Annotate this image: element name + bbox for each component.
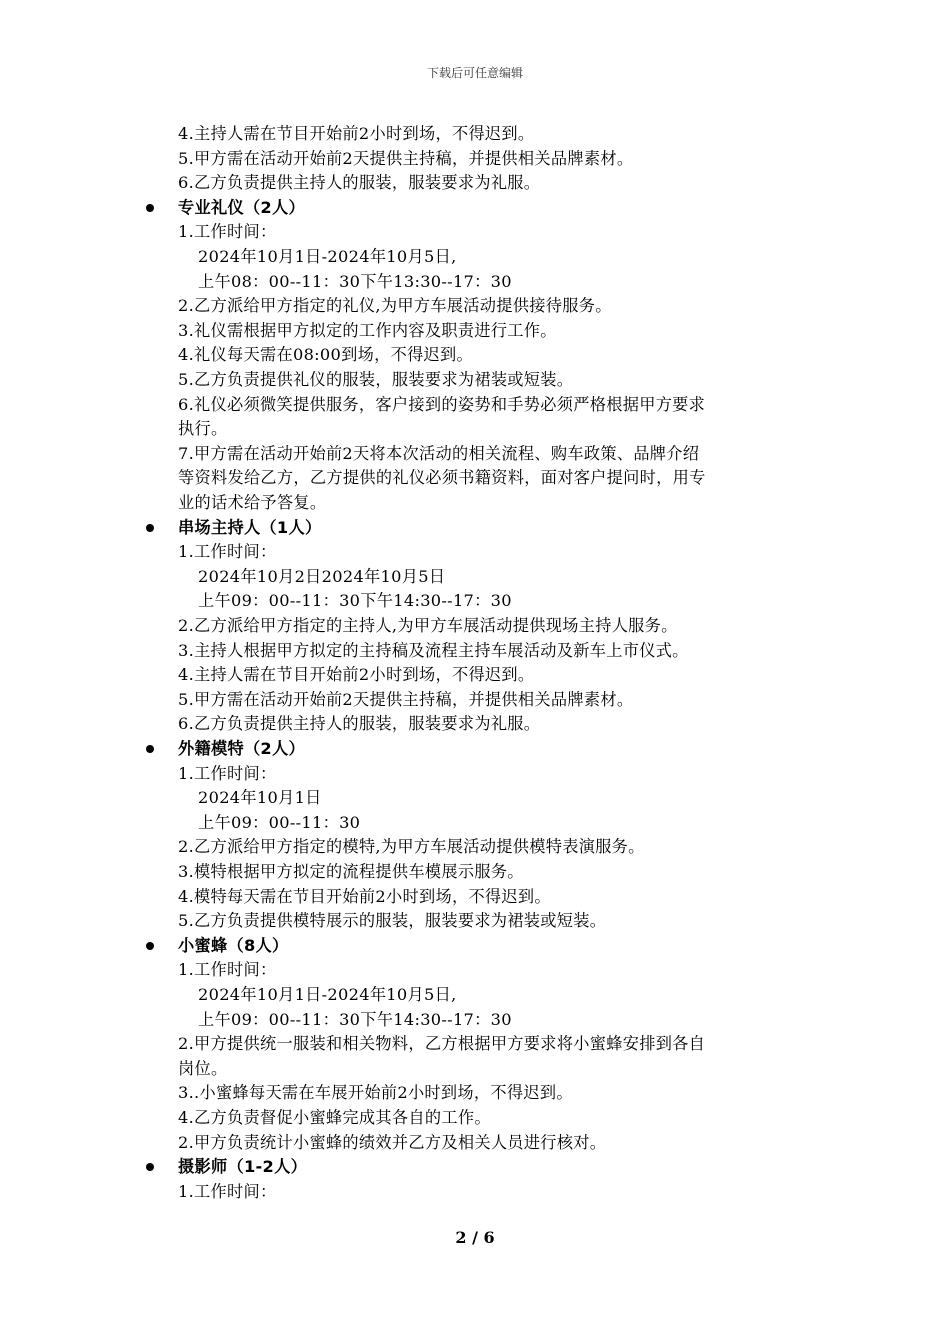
text-line: 2024年10月2日2024年10月5日 (198, 567, 446, 586)
text-line: 7.甲方需在活动开始前2天将本次活动的相关流程、购车政策、品牌介绍 (178, 444, 700, 463)
text-line: 5.乙方负责提供模特展示的服装，服装要求为裙装或短装。 (178, 911, 607, 930)
section-heading: 专业礼仪（2人） (178, 198, 305, 217)
text-line: 2.甲方负责统计小蜜蜂的绩效并乙方及相关人员进行核对。 (178, 1133, 607, 1152)
text-line: 1.工作时间： (178, 222, 277, 241)
text-line: 5.乙方负责提供礼仪的服装，服装要求为裙装或短装。 (178, 370, 574, 389)
text-line: 上午08：00--11：30下午13:30--17：30 (198, 272, 512, 291)
bullet-icon (146, 524, 154, 532)
text-line: 4.模特每天需在节目开始前2小时到场，不得迟到。 (178, 887, 551, 906)
text-line: 2024年10月1日-2024年10月5日, (198, 247, 457, 266)
bullet-icon (146, 1163, 154, 1171)
text-line: 2.乙方派给甲方指定的模特,为甲方车展活动提供模特表演服务。 (178, 837, 645, 856)
text-line: 5.甲方需在活动开始前2天提供主持稿，并提供相关品牌素材。 (178, 149, 634, 168)
bullet-icon (146, 204, 154, 212)
text-line: 3..小蜜蜂每天需在车展开始前2小时到场，不得迟到。 (178, 1083, 573, 1102)
section-heading: 串场主持人（1人） (178, 518, 322, 537)
text-line: 2024年10月1日-2024年10月5日, (198, 985, 457, 1004)
text-line: 上午09：00--11：30下午14:30--17：30 (198, 591, 512, 610)
text-line: 上午09：00--11：30 (198, 813, 361, 832)
text-line: 4.主持人需在节目开始前2小时到场，不得迟到。 (178, 665, 535, 684)
page-number: 2 / 6 (455, 1228, 495, 1247)
text-line: 1.工作时间： (178, 960, 277, 979)
text-line: 2.乙方派给甲方指定的主持人,为甲方车展活动提供现场主持人服务。 (178, 616, 678, 635)
text-line: 岗位。 (178, 1059, 228, 1078)
text-line: 6.乙方负责提供主持人的服装，服装要求为礼服。 (178, 173, 541, 192)
text-line: 5.甲方需在活动开始前2天提供主持稿，并提供相关品牌素材。 (178, 690, 634, 709)
text-line: 上午09：00--11：30下午14:30--17：30 (198, 1010, 512, 1029)
text-line: 业的话术给予答复。 (178, 493, 327, 512)
text-line: 6.乙方负责提供主持人的服装，服装要求为礼服。 (178, 714, 541, 733)
text-line: 3.礼仪需根据甲方拟定的工作内容及职责进行工作。 (178, 321, 557, 340)
text-line: 1.工作时间： (178, 1182, 277, 1201)
section-heading: 外籍模特（2人） (178, 739, 305, 758)
text-line: 1.工作时间： (178, 542, 277, 561)
bullet-icon (146, 745, 154, 753)
section-heading: 小蜜蜂（8人） (178, 936, 289, 955)
page-header: 下载后可任意编辑 (426, 66, 523, 80)
section-heading: 摄影师（1-2人） (178, 1157, 308, 1176)
text-line: 6.礼仪必须微笑提供服务，客户接到的姿势和手势必须严格根据甲方要求 (178, 395, 706, 414)
text-line: 4.礼仪每天需在08:00到场，不得迟到。 (178, 345, 474, 364)
text-line: 等资料发给乙方，乙方提供的礼仪必须书籍资料，面对客户提问时，用专 (178, 468, 706, 487)
text-line: 2024年10月1日 (198, 788, 322, 807)
text-line: 3.主持人根据甲方拟定的主持稿及流程主持车展活动及新车上市仪式。 (178, 641, 689, 660)
bullet-icon (146, 942, 154, 950)
text-line: 4.乙方负责督促小蜜蜂完成其各自的工作。 (178, 1108, 491, 1127)
text-line: 执行。 (178, 419, 228, 438)
text-line: 1.工作时间： (178, 764, 277, 783)
text-line: 2.甲方提供统一服装和相关物料，乙方根据甲方要求将小蜜蜂安排到各自 (178, 1034, 706, 1053)
text-line: 4.主持人需在节目开始前2小时到场，不得迟到。 (178, 124, 535, 143)
text-line: 2.乙方派给甲方指定的礼仪,为甲方车展活动提供接待服务。 (178, 296, 612, 315)
text-line: 3.模特根据甲方拟定的流程提供车模展示服务。 (178, 862, 524, 881)
